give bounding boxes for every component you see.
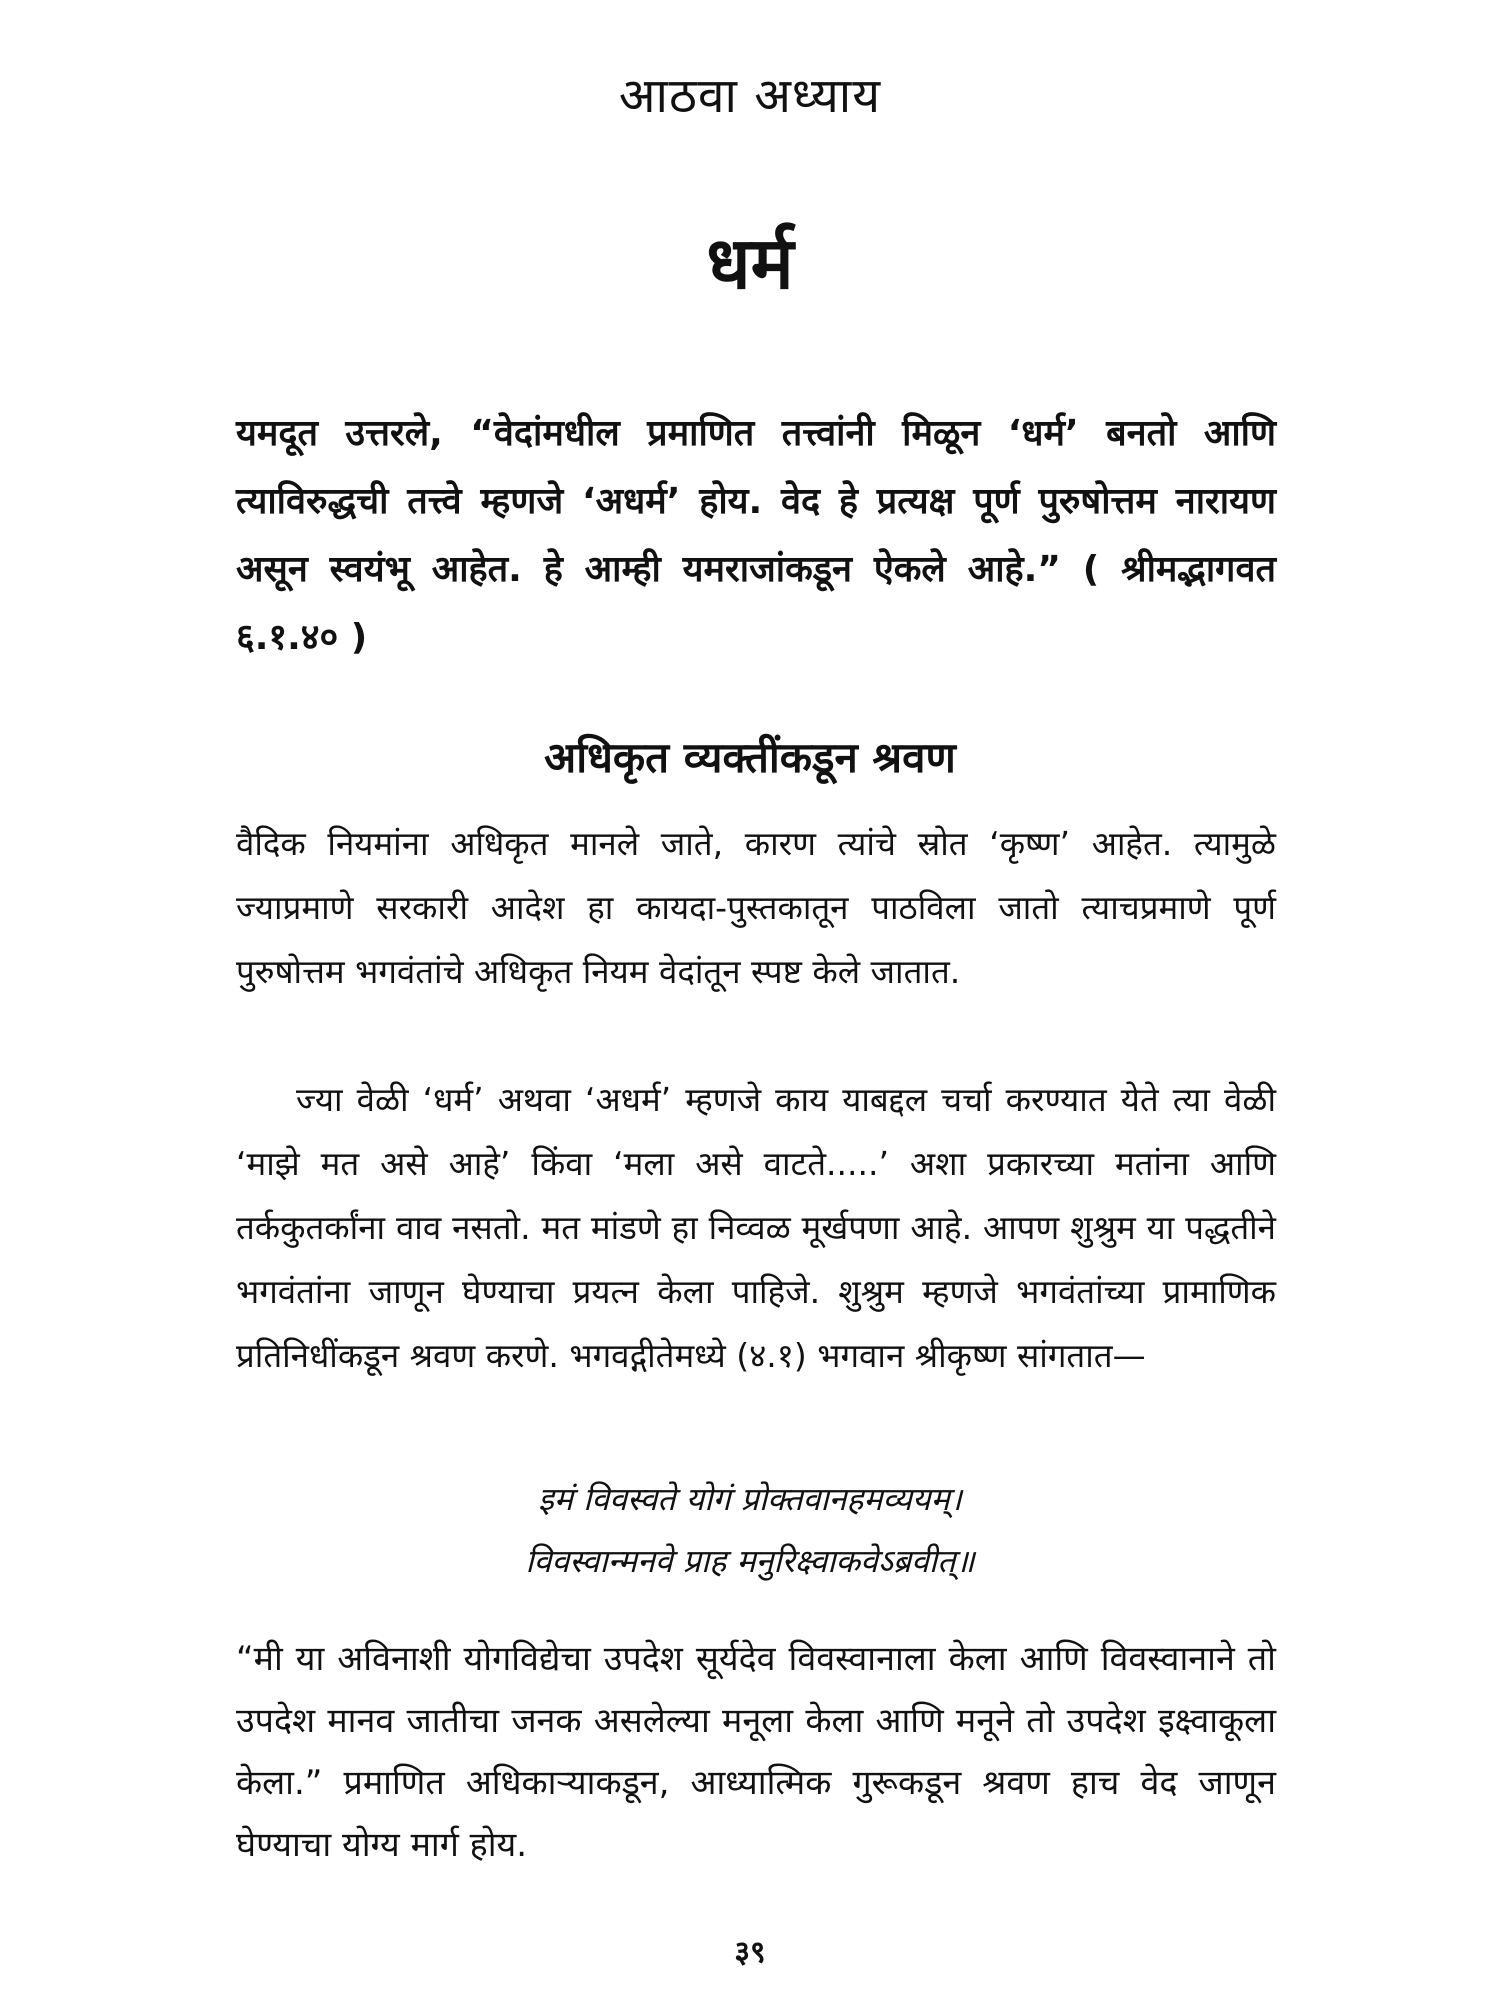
paragraph-3: “मी या अविनाशी योगविद्येचा उपदेश सूर्यदेव विवस्वानाला केला आणि विवस्वानाने तो उपदेश मानव जातीचा जनक असलेल्या मनूला केला आणि मनूने तो उपदेश इक्ष्वाकूला केला.” प्रमाणित अधिकाऱ्याकडून, आध्यात्मिक गुरूकडून श्रवण हाच वेद जाणून घेण्याचा योग्य मार्ग होय.	[236, 1639, 1276, 1865]
paragraph-2: ज्या वेळी ‘धर्म’ अथवा ‘अधर्म’ म्हणजे काय याबद्दल चर्चा करण्यात येते त्या वेळी ‘माझे मत असे आहे’ किंवा ‘मला असे वाटते.....’ अशा प्रकारच्या मतांना आणि तर्ककुतर्कांना वाव नसतो. मत मांडणे हा निव्वळ मूर्खपणा आहे. आपण शुश्रुम या पद्धतीने भगवंतांना जाणून घेण्याचा प्रयत्न केला पाहिजे. शुश्रुम म्हणजे भगवंतांच्या प्रामाणिक प्रतिनिधींकडून श्रवण करणे. भगवद्गीतेमध्ये (४.१) भगवान श्रीकृष्ण सांगतात—	[236, 1080, 1276, 1375]
verse-line-2: विवस्वान्मनवे प्राह मनुरिक्ष्वाकवेऽब्रवीत्॥	[525, 1542, 975, 1580]
paragraph-1: वैदिक नियमांना अधिकृत मानले जाते, कारण त्यांचे स्रोत ‘कृष्ण’ आहेत. त्यामुळे ज्याप्रमाणे सरकारी आदेश हा कायदा-पुस्तकातून पाठविला जातो त्याचप्रमाणे पूर्ण पुरुषोत्तम भगवंतांचे अधिकृत नियम वेदांतून स्पष्ट केले जातात.	[236, 824, 1276, 991]
chapter-title: धर्म	[706, 221, 794, 305]
section-heading: अधिकृत व्यक्तींकडून श्रवण	[544, 733, 956, 782]
page-number: ३९	[734, 1935, 766, 1970]
verse-line-1: इमं विवस्वते योगं प्रोक्तवानहमव्ययम्।	[538, 1480, 962, 1518]
quote-block: यमदूत उत्तरले, “वेदांमधील प्रमाणित तत्त्वांनी मिळून ‘धर्म’ बनतो आणि त्याविरुद्धची तत्त्वे म्हणजे ‘अधर्म’ होय. वेद हे प्रत्यक्ष पूर्ण पुरुषोत्तम नारायण असून स्वयंभू आहेत. हे आम्ही यमराजांकडून ऐकले आहे.” ( श्रीमद्भागवत ६.१.४० )	[236, 413, 1276, 658]
chapter-label: आठवा अध्याय	[618, 68, 882, 124]
